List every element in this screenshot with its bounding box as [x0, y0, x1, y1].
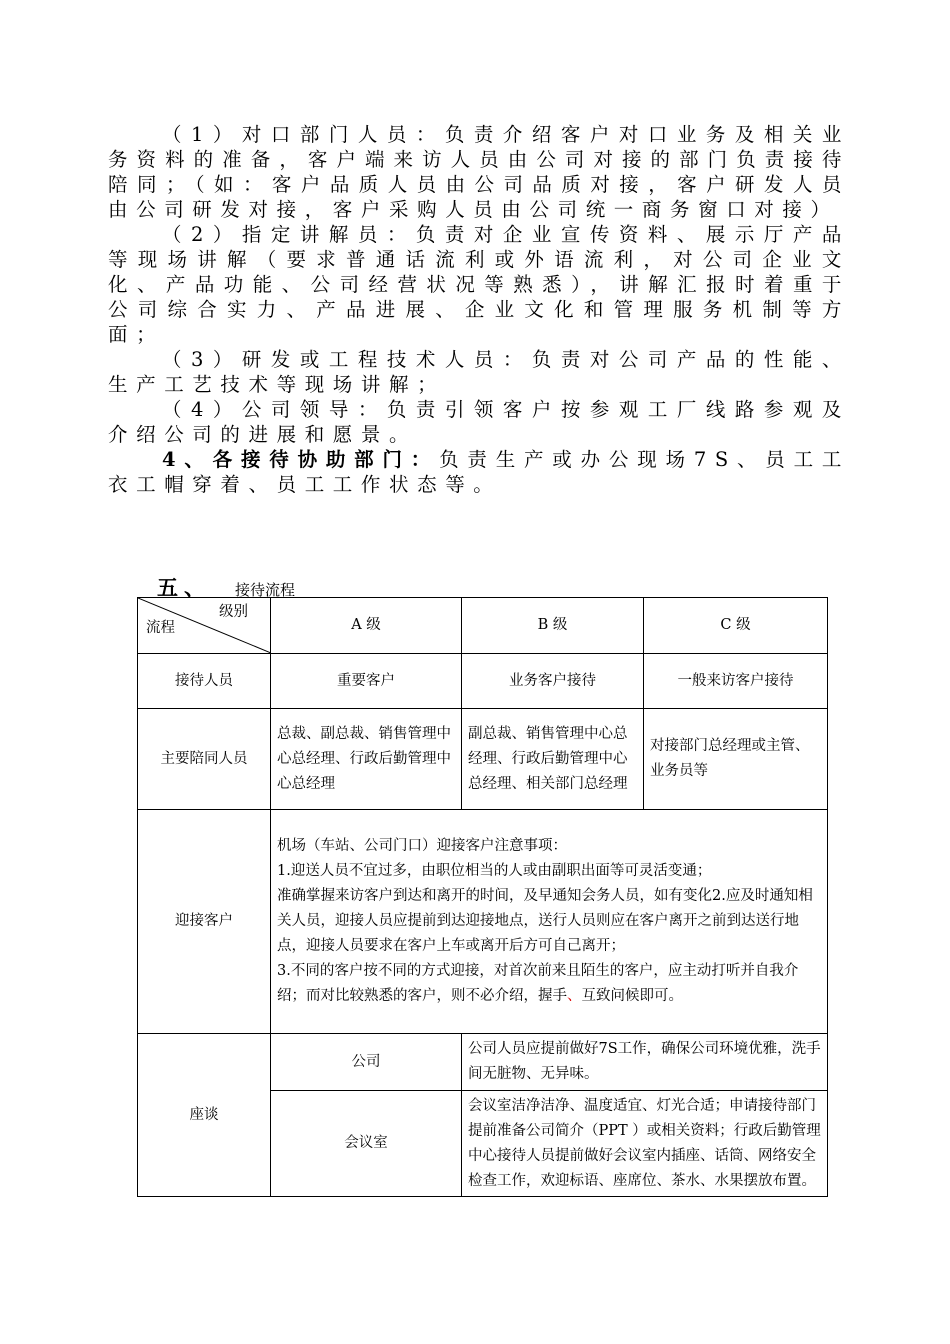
row-label-meeting: 座谈 [138, 1034, 271, 1197]
greeting-note-3-part2: 互致问候即可。 [581, 988, 683, 1004]
table-row [138, 709, 828, 810]
assisting-departments-heading: 4、各接待协助部门： [162, 448, 440, 471]
table-row [138, 810, 828, 1034]
paragraph-guide: （2）指定讲解员：负责对企业宣传资料、展示厅产品等现场讲解（要求普通话流利或外语流利，对公司企业文化、产品功能、公司经营状况等熟悉），讲解汇报时着重于公司综合实力、产品进展、企业文化和管理服务机制等方面； [108, 223, 850, 346]
greeting-note-3-part1: 3.不同的客户按不同的方式迎接，对首次前来且陌生的客户，应主动打听并自我介绍；而对比较熟悉的客户，则不必介绍，握手 [277, 963, 799, 1004]
reception-staff-b: 业务客户接待 [462, 654, 644, 709]
level-a-header: A 级 [271, 598, 462, 654]
paragraph-rd-engineers: （3）研发或工程技术人员：负责对公司产品的性能、生产工艺技术等现场讲解； [108, 348, 850, 396]
row-label-accompanying-staff: 主要陪同人员 [138, 709, 271, 810]
section-number: 五、 [157, 575, 211, 600]
meeting-room-label: 会议室 [271, 1091, 462, 1197]
row-label-greeting-customers: 迎接客户 [138, 810, 271, 1034]
corner-level-label: 级别 [219, 604, 248, 620]
greeting-note-2: 准确掌握来访客户到达和离开的时间，及早通知会务人员，如有变化2.应及时通知相关人员，迎接人员应提前到达迎接地点，送行人员则应在客户离开之前到达送行地点，迎接人员要求在客户上车或离开后方可自己离开； [277, 888, 813, 954]
level-c-header: C 级 [644, 598, 828, 654]
reception-staff-a: 重要客户 [271, 654, 462, 709]
accompanying-staff-a: 总裁、副总裁、销售管理中心总经理、行政后勤管理中心总经理 [271, 709, 462, 810]
table-header-row [138, 598, 828, 654]
table-row [138, 1034, 828, 1091]
paragraph-liaison-staff: （1）对口部门人员：负责介绍客户对口业务及相关业务资料的准备，客户端来访人员由公司对接的部门负责接待陪同；（如：客户品质人员由公司品质对接，客户研发人员由公司研发对接，客户采购人员由公司统一商务窗口对接） [108, 123, 850, 221]
accompanying-staff-c: 对接部门总经理或主管、业务员等 [644, 709, 828, 810]
row-label-reception-staff: 接待人员 [138, 654, 271, 709]
greeting-customers-notes [271, 810, 828, 1034]
paragraph-leaders: （4）公司领导：负责引领客户按参观工厂线路参观及介绍公司的进展和愿景。 [108, 398, 850, 446]
responsibilities-text [108, 122, 850, 497]
corner-cell [138, 598, 271, 654]
meeting-room-text: 会议室洁净洁净、温度适宜、灯光合适；申请接待部门提前准备公司简介（PPT ）或相关资料；行政后勤管理中心接待人员提前做好会议室内插座、话筒、网络安全检查工作，欢迎标语、座席位、茶水、水果摆放布置。 [462, 1091, 828, 1197]
reception-staff-c: 一般来访客户接待 [644, 654, 828, 709]
greeting-notes-title: 机场（车站、公司门口）迎接客户注意事项： [277, 838, 567, 854]
greeting-note-3 [277, 959, 821, 1009]
assisting-departments-body: 负责生产或办公现场7S、员工工衣工帽穿着、员工工作状态等。 [108, 448, 850, 496]
level-b-header: B 级 [462, 598, 644, 654]
paragraph-assisting-departments [108, 447, 850, 497]
section-title: 接待流程 [235, 581, 296, 599]
table-row [138, 654, 828, 709]
greeting-note-3-red-mark: 、 [567, 988, 582, 1004]
corner-process-label: 流程 [146, 620, 175, 636]
meeting-company-label: 公司 [271, 1034, 462, 1091]
accompanying-staff-b: 副总裁、销售管理中心总经理、行政后勤管理中心总经理、相关部门总经理 [462, 709, 644, 810]
reception-flow-table [137, 597, 828, 1197]
greeting-note-1: 1.迎送人员不宜过多，由职位相当的人或由副职出面等可灵活变通； [277, 863, 712, 879]
meeting-company-text: 公司人员应提前做好7S工作，确保公司环境优雅，洗手间无脏物、无异味。 [462, 1034, 828, 1091]
